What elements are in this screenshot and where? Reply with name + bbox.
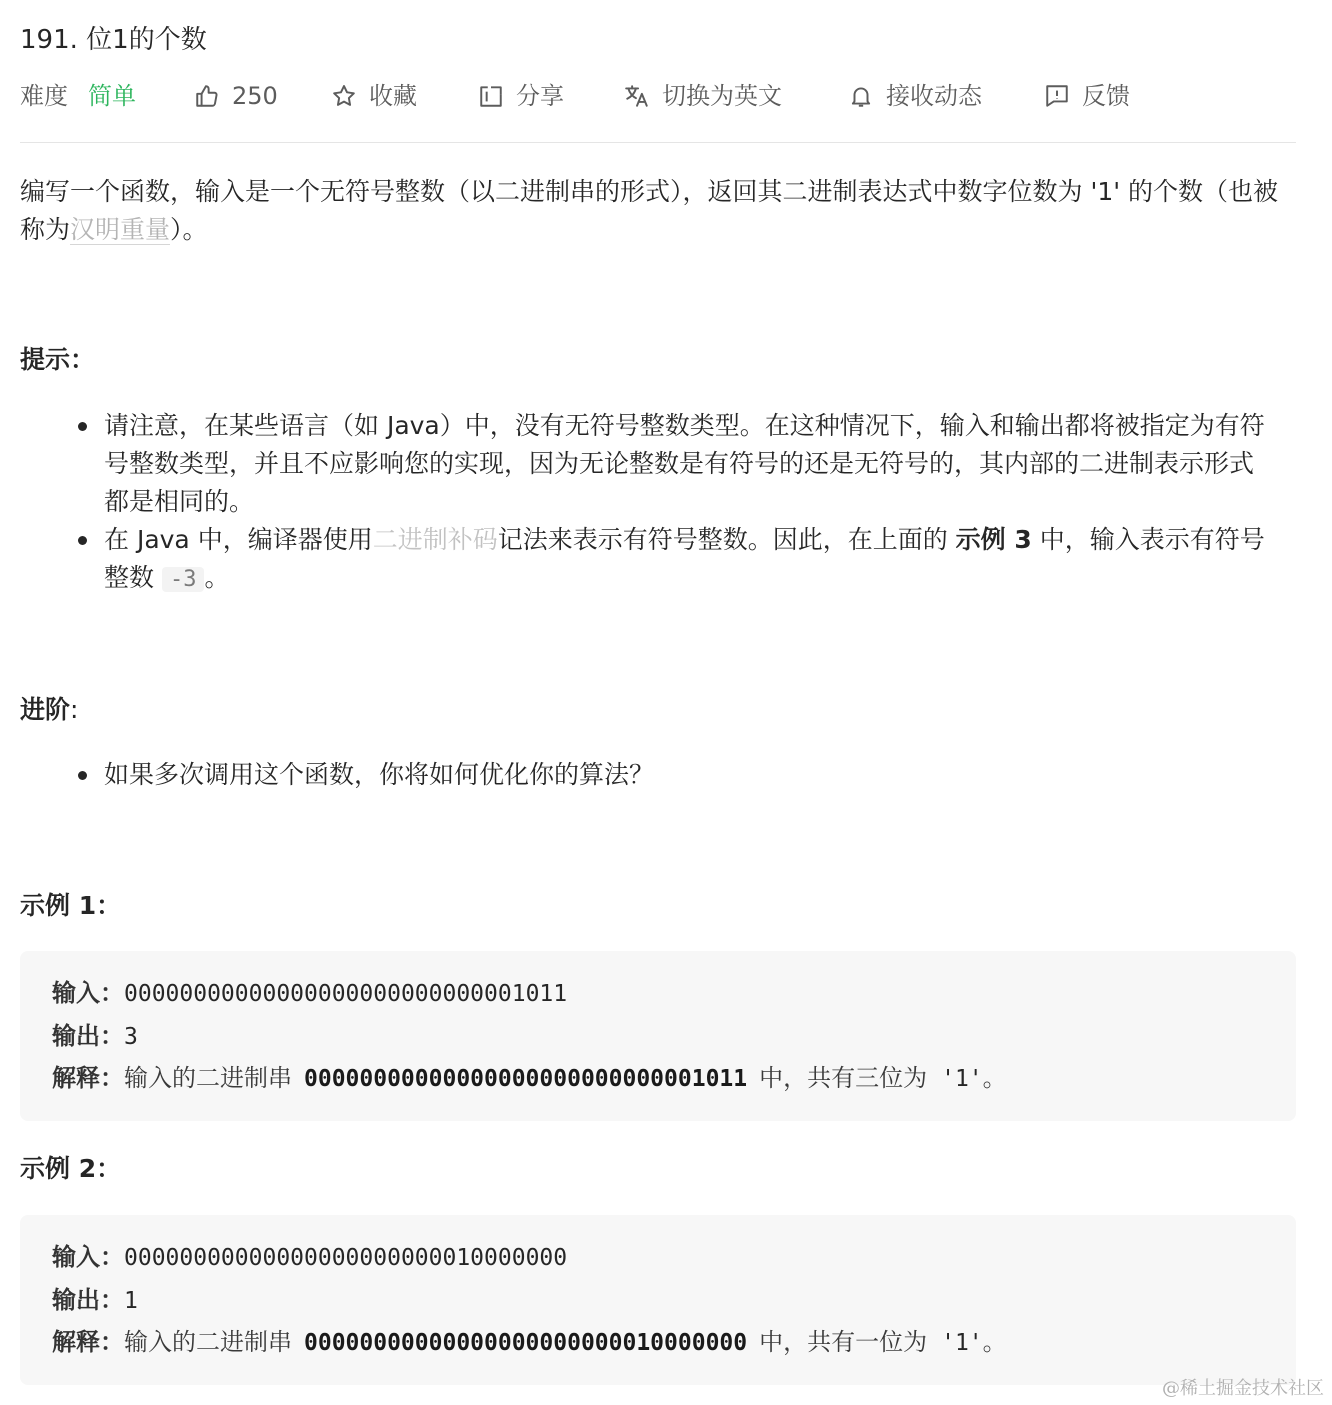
input-label: 输入： xyxy=(52,978,124,1007)
tip-text: 请注意，在某些语言（如 Java）中，没有无符号整数类型。在这种情况下，输入和输出都将被指定为有符号整数类型，并且不应影响您的实现，因为无论整数是有符号的还是无符号的，其内部的二进制表示形式都是相同的。 xyxy=(104,411,1265,516)
problem-title: 191. 位1的个数 xyxy=(20,25,207,55)
share-label: 分享 xyxy=(516,82,564,110)
input-label: 输入： xyxy=(52,1242,124,1271)
example-input-line xyxy=(52,1239,567,1275)
advanced-list xyxy=(78,756,1278,794)
description-text: 编写一个函数，输入是一个无符号整数（以二进制串的形式），返回其二进制表达式中数字位数为 '1' 的个数（也被称为 xyxy=(20,177,1279,244)
bell-icon xyxy=(848,83,874,109)
advanced-heading xyxy=(20,692,78,728)
like-button[interactable] xyxy=(194,76,278,116)
example-output-line xyxy=(52,1282,138,1318)
explanation-text: 输入的二进制串 xyxy=(124,1064,292,1092)
inline-code: -3 xyxy=(162,567,205,592)
advanced-heading-colon: : xyxy=(70,695,79,724)
explanation-end: 。 xyxy=(982,1064,1007,1092)
explanation-text: 中，共有三位为 xyxy=(759,1064,928,1092)
tip-text: 记法来表示有符号整数。因此，在上面的 xyxy=(497,525,956,554)
like-count: 250 xyxy=(232,82,278,110)
output-value: 1 xyxy=(124,1288,138,1314)
example-explanation-line xyxy=(52,1324,1007,1360)
problem-toolbar xyxy=(20,76,1296,116)
tips-list xyxy=(78,407,1278,599)
output-label: 输出： xyxy=(52,1285,124,1314)
share-icon xyxy=(478,83,504,109)
difficulty-indicator xyxy=(20,76,136,116)
explanation-code: '1' xyxy=(941,1330,983,1356)
example-2-heading: 示例 2： xyxy=(20,1154,122,1183)
explanation-end: 。 xyxy=(982,1328,1007,1356)
explanation-text: 中，共有一位为 xyxy=(759,1328,928,1356)
list-item xyxy=(78,521,1278,599)
list-item xyxy=(78,407,1278,521)
switch-language-button[interactable] xyxy=(624,76,782,116)
thumbs-up-icon xyxy=(194,83,220,109)
hamming-weight-link[interactable]: 汉明重量 xyxy=(70,215,171,244)
feedback-button[interactable] xyxy=(1044,76,1130,116)
list-item xyxy=(78,756,1278,794)
explanation-label: 解释： xyxy=(52,1063,124,1092)
example-reference: 示例 3 xyxy=(955,525,1032,554)
favorite-label: 收藏 xyxy=(369,82,417,110)
input-value: 00000000000000000000000000001011 xyxy=(124,981,568,1007)
example-output-line xyxy=(52,1018,138,1054)
header-divider xyxy=(20,142,1296,143)
star-icon xyxy=(331,83,357,109)
advanced-text: 如果多次调用这个函数，你将如何优化你的算法？ xyxy=(104,760,655,789)
advanced-heading-text: 进阶 xyxy=(20,695,71,724)
difficulty-label: 难度 xyxy=(20,82,68,110)
description-text-end: ）。 xyxy=(170,215,208,244)
problem-description xyxy=(20,173,1296,249)
translate-icon xyxy=(624,83,650,109)
example-input-line xyxy=(52,975,567,1011)
share-button[interactable] xyxy=(478,76,564,116)
output-label: 输出： xyxy=(52,1021,124,1050)
favorite-button[interactable] xyxy=(331,76,417,116)
switch-language-label: 切换为英文 xyxy=(662,82,782,110)
tip-text: 中，输入表示有符号整数 xyxy=(104,525,1265,592)
feedback-icon xyxy=(1044,83,1070,109)
example-2-block xyxy=(20,1215,1296,1385)
explanation-code: '1' xyxy=(941,1066,983,1092)
input-value: 00000000000000000000000010000000 xyxy=(124,1245,568,1271)
subscribe-button[interactable] xyxy=(848,76,982,116)
explanation-label: 解释： xyxy=(52,1327,124,1356)
watermark: @稀土掘金技术社区 xyxy=(1162,1378,1324,1399)
feedback-label: 反馈 xyxy=(1082,82,1130,110)
explanation-binary: 00000000000000000000000000001011 xyxy=(304,1066,748,1092)
difficulty-value: 简单 xyxy=(88,82,136,110)
example-1-block xyxy=(20,951,1296,1121)
explanation-text: 输入的二进制串 xyxy=(124,1328,292,1356)
tips-heading: 提示： xyxy=(20,345,96,374)
twos-complement-link[interactable]: 二进制补码 xyxy=(372,525,498,554)
example-explanation-line xyxy=(52,1060,1007,1096)
tip-text: 在 Java 中，编译器使用 xyxy=(104,525,373,554)
tip-text: 。 xyxy=(204,563,230,592)
output-value: 3 xyxy=(124,1024,138,1050)
example-1-heading: 示例 1： xyxy=(20,891,122,920)
explanation-binary: 00000000000000000000000010000000 xyxy=(304,1330,748,1356)
subscribe-label: 接收动态 xyxy=(886,82,982,110)
